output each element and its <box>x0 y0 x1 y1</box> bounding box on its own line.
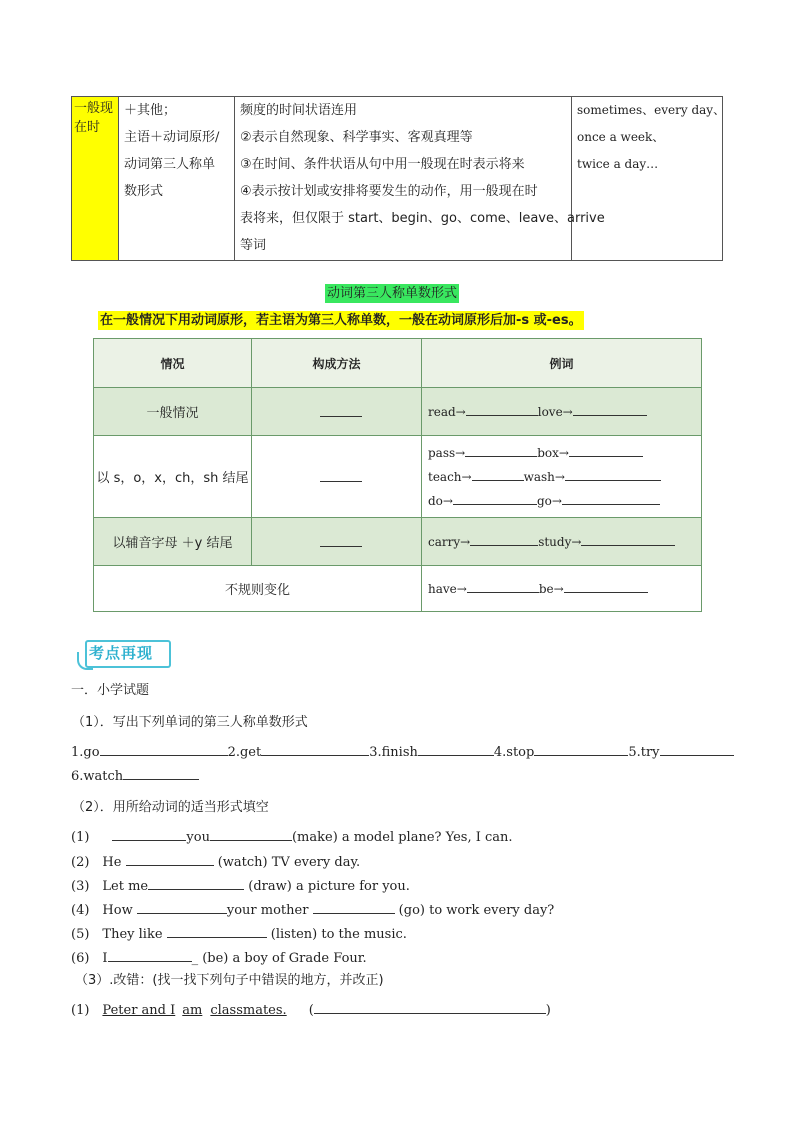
question-2-title: （2）．用所给动词的适当形式填空 <box>72 800 269 815</box>
answer-blank[interactable] <box>569 442 643 457</box>
method-blank[interactable] <box>252 388 422 436</box>
structure-line: 动词第三人称单 <box>124 157 216 172</box>
answer-blank[interactable] <box>112 826 186 841</box>
answer-blank[interactable] <box>470 531 538 546</box>
question-2-item: (3) Let me (draw) a picture for you. <box>71 875 410 894</box>
method-blank[interactable] <box>252 518 422 566</box>
signal-line: twice a day… <box>577 157 659 171</box>
question-2-item: (1) you (make) a model plane? Yes, I can. <box>71 826 513 845</box>
answer-blank[interactable] <box>534 741 628 756</box>
case-cell: 以 s，o，x，ch，sh 结尾 <box>94 436 252 518</box>
usage-line: ④表示按计划或安排将要发生的动作，用一般现在时 <box>240 184 538 199</box>
signal-line: once a week、 <box>577 130 665 144</box>
example-cell: pass→ box→ teach→ wash→ do→ go→ <box>422 436 702 518</box>
answer-blank[interactable] <box>565 466 661 481</box>
header-examples: 例词 <box>422 339 702 388</box>
answer-blank[interactable] <box>123 765 199 780</box>
badge-label: 考点再现 <box>89 644 154 662</box>
section-badge <box>77 638 171 668</box>
question-2-item: (2) He (watch) TV every day. <box>71 851 360 870</box>
usage-cell <box>235 97 605 261</box>
answer-blank[interactable] <box>108 947 192 962</box>
structure-cell <box>119 97 235 261</box>
table-row <box>94 566 702 612</box>
question-2-item: (6) I _ (be) a boy of Grade Four. <box>71 947 367 966</box>
method-blank[interactable] <box>252 436 422 518</box>
header-method: 构成方法 <box>252 339 422 388</box>
answer-blank[interactable] <box>418 741 494 756</box>
tense-cell <box>72 97 119 261</box>
case-cell: 以辅音字母 ＋y 结尾 <box>94 518 252 566</box>
example-cell: read→ love→ <box>422 388 702 436</box>
answer-blank[interactable] <box>472 466 524 481</box>
answer-blank[interactable] <box>148 875 244 890</box>
structure-line: 主语＋动词原形/ <box>124 130 220 145</box>
table-row <box>94 518 702 566</box>
third-person-table <box>93 338 702 612</box>
answer-blank[interactable] <box>261 741 369 756</box>
example-cell: carry→ study→ <box>422 518 702 566</box>
answer-blank[interactable] <box>100 741 228 756</box>
answer-blank[interactable] <box>453 490 537 505</box>
answer-blank[interactable] <box>467 578 539 593</box>
answer-blank[interactable] <box>564 578 648 593</box>
tense-table <box>71 96 726 261</box>
usage-line: ②表示自然现象、科学事实、客观真理等 <box>240 130 473 145</box>
answer-blank[interactable] <box>660 741 734 756</box>
usage-line: ③在时间、条件状语从句中用一般现在时表示将来 <box>240 157 525 172</box>
question-1-title: （1）．写出下列单词的第三人称单数形式 <box>72 715 308 730</box>
error-segment: classmates. <box>210 1003 287 1018</box>
header-case: 情况 <box>94 339 252 388</box>
error-segment: am <box>182 1003 203 1018</box>
table-row <box>94 388 702 436</box>
question-3-title: （3）.改错：(找一找下列句子中错误的地方，并改正) <box>75 973 384 988</box>
question-1-row-2: 6.watch <box>71 765 199 784</box>
answer-blank[interactable] <box>466 401 538 416</box>
tense-label: 一般现在时 <box>74 101 114 135</box>
answer-blank[interactable] <box>167 923 267 938</box>
usage-line: 表将来，但仅限于 start、begin、go、come、leave、arrive <box>240 211 605 226</box>
rule-text: 在一般情况下用动词原形，若主语为第三人称单数，一般在动词原形后加-s 或-es。 <box>100 313 582 328</box>
case-cell: 不规则变化 <box>94 566 422 612</box>
part-title: 一．小学试题 <box>71 683 150 698</box>
answer-blank[interactable] <box>465 442 537 457</box>
answer-blank[interactable] <box>137 899 227 914</box>
question-2-item: (4) How your mother (go) to work every day? <box>71 899 554 918</box>
example-cell: have→ be→ <box>422 566 702 612</box>
answer-blank[interactable] <box>313 899 395 914</box>
correction-blank[interactable] <box>314 999 546 1014</box>
case-cell: 一般情况 <box>94 388 252 436</box>
answer-blank[interactable] <box>210 826 292 841</box>
usage-line: 等词 <box>240 238 267 253</box>
structure-line: ＋其他； <box>124 103 177 118</box>
answer-blank[interactable] <box>562 490 660 505</box>
section-title: 动词第三人称单数形式 <box>327 286 458 301</box>
answer-blank[interactable] <box>126 851 214 866</box>
signal-words-cell <box>572 97 726 261</box>
table-row <box>94 436 702 518</box>
signal-line: sometimes、every day、 <box>577 103 726 117</box>
answer-blank[interactable] <box>573 401 647 416</box>
structure-line: 数形式 <box>124 184 164 199</box>
question-1-row-1: 1.go 2.get 3.finish 4.stop 5.try <box>71 741 734 760</box>
table-header-row <box>94 339 702 388</box>
usage-line: 频度的时间状语连用 <box>240 103 358 118</box>
question-2-item: (5) They like (listen) to the music. <box>71 923 407 942</box>
question-3-item: (1) Peter and I am classmates. ( ) <box>71 999 551 1018</box>
error-segment: Peter and I <box>102 1003 176 1018</box>
answer-blank[interactable] <box>581 531 675 546</box>
